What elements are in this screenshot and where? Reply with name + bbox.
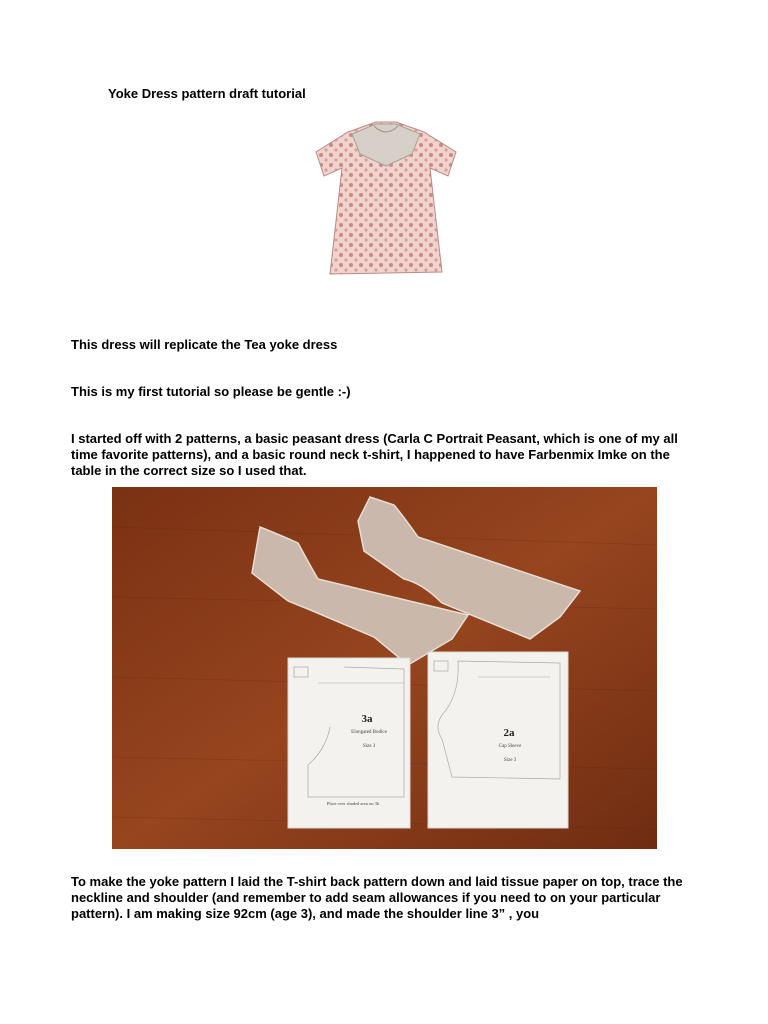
pattern-photo [112, 487, 657, 849]
sheet-left-size: Size 3 [362, 744, 376, 749]
sheet-right-name: Cap Sleeve [498, 744, 522, 749]
pattern-sheet-left [288, 658, 410, 828]
paragraph-3: I started off with 2 patterns, a basic peasant dress (Carla C Portrait Peasant, which is one of my all time favorite patterns), and a basic round neck t-shirt, I happened to have Farbenmix Imke on the table in the correct size so I used that. [71, 431, 678, 478]
sheet-left-number: 3a [361, 713, 373, 725]
sheet-right-size: Size 3 [503, 758, 517, 763]
sheet-left-note: Place over shaded area on 3b [326, 801, 380, 806]
document-title: Yoke Dress pattern draft tutorial [108, 86, 306, 101]
paragraph-1: This dress will replicate the Tea yoke dress [71, 337, 338, 352]
sheet-left-name: Elongated Bodice [351, 730, 387, 735]
sheet-right-number: 2a [503, 727, 515, 739]
paragraph-2: This is my first tutorial so please be gentle :-) [71, 384, 351, 399]
pattern-sheet-right [428, 652, 568, 828]
paragraph-4: To make the yoke pattern I laid the T-shirt back pattern down and laid tissue paper on top, trace the neckline and shoulder (and remember to add seam allowances if you need to on your particular pattern). I am making size 92cm (age 3), and made the shoulder line 3” , you [71, 874, 683, 921]
dress-photo [308, 112, 464, 284]
